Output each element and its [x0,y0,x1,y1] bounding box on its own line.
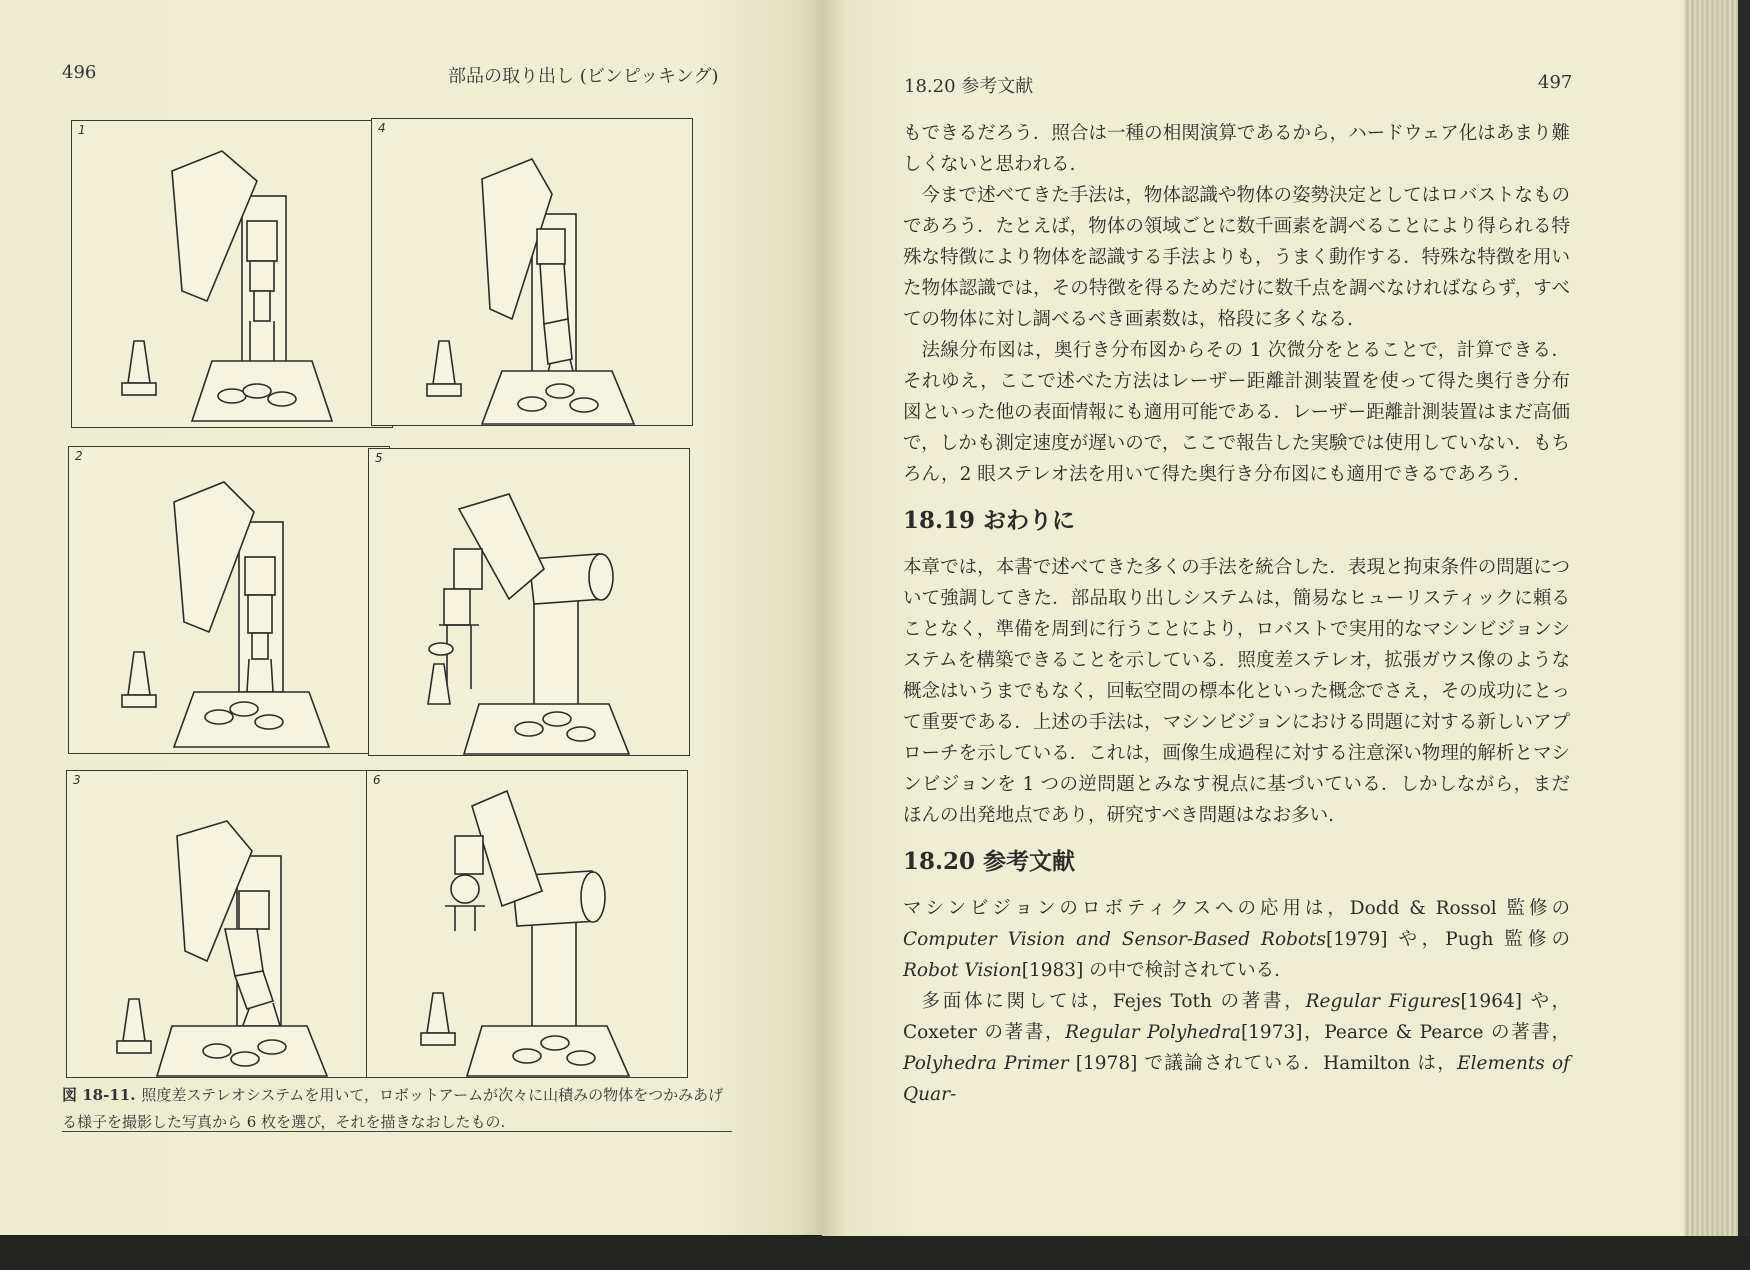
book-title: Regular Polyhedra [1065,1022,1241,1043]
figure-panel-3 [66,770,388,1078]
paragraph: 法線分布図は，奥行き分布図からその 1 次微分をとることで，計算できる．それゆえ，ここで述べた方法はレーザー距離計測装置を使って得た奥行き分布図といった他の表面情報にも適用可能である．レーザー距離計測装置はまだ高価で，しかも測定速度が遅いので，ここで報告した実験では使用していない．もちろん，2 眼ステレオ法を用いて得た奥行き分布図にも適用できるであろう. [903,340,1570,485]
text-run: [1973]，Pearce & Pearce の著書， [1240,1022,1570,1043]
caption-rule [62,1131,732,1132]
caption-text: 照度差ステレオシステムを用いて，ロボットアームが次々に山積みの物体をつかみあげる様子を撮影した写真から 6 枚を選び，それを描きなおしたもの. [62,1086,724,1131]
scan-bottom-shadow [0,1236,1750,1270]
panel-number: 4 [378,121,386,135]
robot-arm-drawing [369,449,689,755]
figure-18-11 [66,118,746,1076]
right-page-number: 497 [1538,72,1573,93]
book-title: Elements of Quar- [903,1053,1570,1105]
paragraph: 本章では，本書で述べてきた多くの手法を統合した．表現と拘束条件の問題について強調してきた．部品取り出しシステムは，簡易なヒューリスティックに頼ることなく，準備を周到に行うことにより，ロバストで実用的なマシンビジョンシステムを構築できることを示している．照度差ステレオ，拡張ガウス像のような概念はいうまでもなく，回転空間の標本化といった概念でさえ，その成功にとって重要である．上述の手法は，マシンビジョンにおける問題に対する新しいアプローチを示している．これは，画像生成過程に対する注意深い物理的解析とマシンビジョンを 1 つの逆問題とみなす視点に基づいている．しかしながら，まだほんの出発地点であり，研究すべき問題はなお多い. [903,557,1570,826]
text-run: [1964] や，Coxeter の著書， [903,991,1570,1043]
reference-paragraph [903,893,1570,986]
caption-label: 図 18-11. [62,1086,136,1104]
panel-number: 1 [78,123,86,137]
book-title: Robot Vision [903,960,1022,981]
paragraph: もできるだろう．照合は一種の相関演算であるから，ハードウェア化はあまり難しくないと思われる. [903,123,1570,175]
section-heading-18-19: 18.19 おわりに [903,507,1076,534]
book-title: Polyhedra Primer [903,1053,1069,1074]
book-title: Regular Figures [1305,991,1461,1012]
left-running-title: 部品の取り出し (ビンピッキング) [448,66,719,87]
reference-paragraph [903,986,1570,1110]
figure-panel-6 [366,770,688,1078]
robot-arm-drawing [372,119,692,425]
figure-panel-4 [371,118,693,426]
right-page-body [903,118,1570,1110]
panel-number: 3 [73,773,81,787]
panel-number: 6 [373,773,381,787]
book-cover-edge [1738,0,1750,1270]
panel-number: 5 [375,451,383,465]
book-title: Computer Vision and Sensor-Based Robots [903,929,1326,950]
robot-arm-drawing [72,121,392,427]
figure-panel-1 [71,120,393,428]
text-run: 多面体に関しては，Fejes Toth の著書， [921,991,1306,1012]
panel-number: 2 [75,449,83,463]
left-page-number: 496 [62,62,97,83]
right-running-title: 18.20 参考文献 [904,76,1034,97]
section-heading-18-20: 18.20 参考文献 [903,848,1076,875]
text-run: [1979] や，Pugh 監修の [1326,929,1570,950]
paragraph: 今まで述べてきた手法は，物体認識や物体の姿勢決定としてはロバストなものであろう．たとえば，物体の領域ごとに数千画素を調べることにより得られる特殊な特徴により物体を認識する手法よりも，うまく動作する．特殊な特徴を用いた物体認識では，その特徴を得るためだけに数千点を調べなければならず，すべての物体に対し調べるべき画素数は，格段に多くなる. [903,185,1570,330]
left-page [0,0,822,1235]
figure-panel-5 [368,448,690,756]
text-run: [1983] の中で検討されている. [1021,960,1281,981]
figure-panel-2 [68,446,390,754]
text-run: マシンビジョンのロボティクスへの応用は，Dodd & Rossol 監修の [903,898,1570,919]
robot-arm-drawing [67,771,387,1077]
text-run: [1978] で議論されている．Hamilton は， [1068,1053,1458,1074]
robot-arm-drawing [69,447,389,753]
robot-arm-drawing [367,771,687,1077]
figure-caption [62,1082,732,1136]
